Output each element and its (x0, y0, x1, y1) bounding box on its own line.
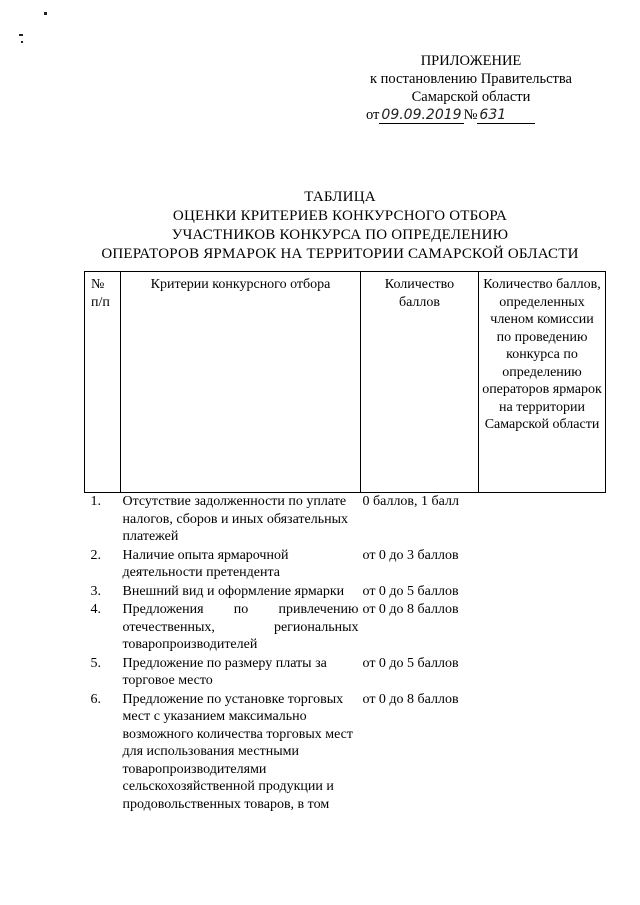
title-line: ОПЕРАТОРОВ ЯРМАРОК НА ТЕРРИТОРИИ САМАРСКОЙ ОБЛАСТИ (101, 246, 579, 262)
row-member-points (479, 493, 606, 547)
table-row (85, 601, 606, 655)
row-number: 6. (90, 691, 101, 707)
row-criterion: Внешний вид и оформление ярмарки (122, 583, 345, 599)
from-label: от (366, 107, 380, 123)
row-points: от 0 до 8 баллов (362, 691, 459, 707)
appendix-heading: ПРИЛОЖЕНИЕ (420, 53, 522, 69)
row-member-points (479, 583, 606, 602)
scan-speck (44, 12, 47, 15)
table-row (85, 583, 606, 602)
header-points: Количество баллов (361, 272, 479, 493)
table-row (85, 691, 606, 815)
row-criterion: Предложение по размеру платы за торговое место (122, 655, 327, 688)
header-num: № п/п (85, 272, 121, 493)
row-points: 0 баллов, 1 балл (362, 494, 459, 509)
table-row (85, 655, 606, 691)
row-member-points (479, 655, 606, 691)
row-points: от 0 до 8 баллов (362, 602, 459, 617)
criteria-table (84, 271, 606, 814)
order-number: 631 (477, 107, 535, 124)
appendix-line: Самарской области (411, 89, 531, 105)
row-number: 4. (90, 602, 101, 617)
row-number: 3. (90, 583, 101, 599)
row-criterion: Отсутствие задолженности по уплате налогов, сборов и иных обязательных платежей (122, 494, 349, 544)
title-line: ТАБЛИЦА (304, 189, 376, 205)
table-row (85, 493, 606, 547)
row-number: 2. (90, 547, 101, 563)
scan-speck (21, 41, 23, 43)
row-criterion: Предложения по привлечению отечественных, региональных товаропроизводителей (122, 602, 359, 652)
row-number: 1. (90, 494, 101, 509)
row-member-points (479, 547, 606, 583)
title-line: УЧАСТНИКОВ КОНКУРСА ПО ОПРЕДЕЛЕНИЮ (171, 227, 509, 243)
header-criteria: Критерии конкурсного отбора (121, 272, 361, 493)
row-criterion: Наличие опыта ярмарочной деятельности претендента (122, 547, 289, 580)
scan-speck (19, 34, 23, 36)
title-line: ОЦЕНКИ КРИТЕРИЕВ КОНКУРСНОГО ОТБОРА (172, 208, 508, 224)
order-date-number (362, 106, 580, 124)
row-member-points (479, 691, 606, 815)
row-points: от 0 до 5 баллов (362, 655, 459, 671)
row-points: от 0 до 3 баллов (362, 547, 459, 563)
order-date: 09.09.2019 (381, 107, 462, 123)
appendix-block (362, 52, 580, 124)
table-header-row (85, 272, 606, 493)
row-member-points (479, 601, 606, 655)
table-row (85, 547, 606, 583)
row-criterion: Предложение по установке торговых мест с указанием максимально возможного количества торговых мест для использования местными товаропроизводителями сельскохозяйственной продукции и продовольственных товаров, в том (122, 691, 353, 812)
appendix-line: к постановлению Правительства (370, 71, 572, 87)
row-number: 5. (90, 655, 101, 671)
document-title (80, 188, 600, 264)
row-points: от 0 до 5 баллов (362, 583, 459, 599)
number-sign: № (463, 107, 478, 123)
header-member-points: Количество баллов, определенных членом комиссии по проведению конкурса по определению операторов ярмарок на территории Самарской области (479, 272, 606, 493)
